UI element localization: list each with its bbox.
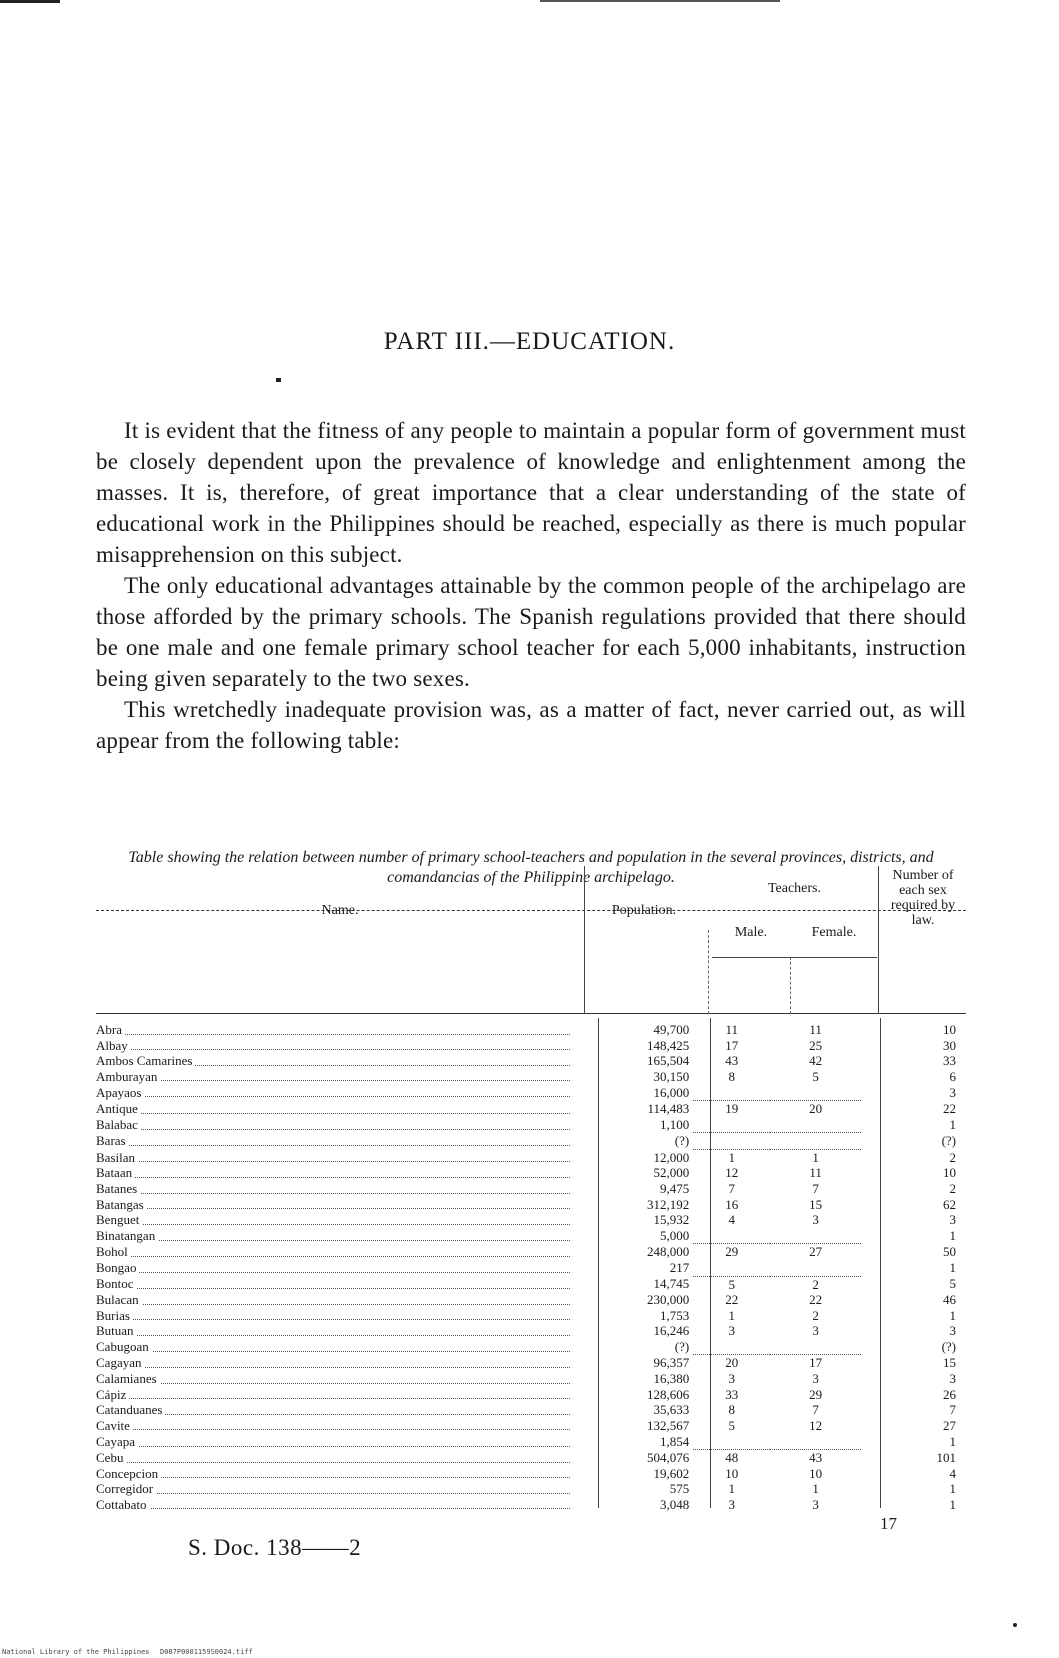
cell-name	[96, 1212, 578, 1228]
table-row	[96, 1069, 966, 1085]
cell-population: 248,000	[646, 1244, 690, 1260]
leader-dots	[96, 1383, 570, 1384]
cell-required: 1	[949, 1496, 956, 1512]
cell-required: 3	[949, 1371, 956, 1387]
cell-name	[96, 1276, 578, 1292]
row-label: Calamianes	[96, 1371, 160, 1386]
cell-female: 7	[812, 1180, 819, 1196]
cell-female	[770, 1228, 861, 1244]
table-row	[96, 1212, 966, 1228]
leader-dots	[96, 1335, 570, 1336]
cell-name	[96, 1260, 578, 1276]
row-label: Bataan	[96, 1165, 135, 1180]
cell-population: 16,000	[653, 1084, 690, 1100]
cell-name	[96, 1244, 578, 1260]
cell-female	[770, 1339, 861, 1355]
table-row	[96, 1038, 966, 1054]
paragraph: It is evident that the fitness of any people to maintain a popular form of government must be closely dependent upon the prevalence of knowledge and enlightenment among the masses. It is, therefore, of great importance that a clear understanding of the state of educational work in the Philippines should be reached, especially as there is much popular misapprehension on this subject.	[96, 418, 966, 567]
table-row	[96, 1418, 966, 1434]
row-label: Abra	[96, 1022, 125, 1037]
cell-required: 101	[936, 1449, 956, 1465]
table-row	[96, 1323, 966, 1339]
cell-population: 96,357	[653, 1355, 690, 1371]
leader-dots	[96, 1508, 570, 1509]
cell-population: (?)	[674, 1339, 690, 1355]
table-header-rule	[96, 1013, 966, 1014]
cell-population: 217	[669, 1260, 690, 1276]
cell-female: 27	[809, 1244, 823, 1260]
cell-male: 8	[728, 1068, 735, 1084]
cell-female: 10	[809, 1465, 823, 1481]
leader-dots	[96, 1049, 570, 1050]
cell-population: 132,567	[646, 1417, 690, 1433]
header-teachers: Teachers.	[767, 881, 822, 896]
cell-female: 2	[812, 1307, 819, 1323]
table-row	[96, 1133, 966, 1150]
cell-population: 504,076	[646, 1449, 690, 1465]
paragraph: The only educational advantages attainable by the common people of the archipelago are those afforded by the primary schools. The Spanish regulations provided that there should be one male and one female primary school teacher for each 5,000 inhabitants, instruction being given separately to the two sexes.	[96, 573, 966, 691]
cell-male: 12	[725, 1165, 739, 1181]
cell-population: 52,000	[653, 1165, 690, 1181]
cell-male: 3	[728, 1371, 735, 1387]
cell-name	[96, 1117, 578, 1133]
cell-female: 3	[812, 1323, 819, 1339]
cell-required: 10	[943, 1165, 956, 1181]
cell-required: 27	[943, 1417, 956, 1433]
table-row	[96, 1433, 966, 1449]
cell-population: 165,504	[646, 1053, 690, 1069]
paragraph: This wretchedly inadequate provision was, as a matter of fact, never carried out, as will appear from the following table:	[96, 697, 966, 753]
cell-required: 46	[943, 1292, 956, 1308]
row-label: Bongao	[96, 1260, 139, 1275]
cell-required: 33	[943, 1053, 956, 1069]
cell-name	[96, 1084, 578, 1100]
cell-required: 22	[943, 1100, 956, 1116]
cell-required: 1	[949, 1227, 956, 1243]
row-label: Benguet	[96, 1212, 142, 1227]
leader-dots	[96, 1256, 570, 1257]
cell-required: 6	[949, 1068, 956, 1084]
cell-population: 16,380	[653, 1371, 690, 1387]
leader-dots	[96, 1240, 570, 1241]
row-label: Cottabato	[96, 1497, 150, 1512]
cell-female: 3	[812, 1496, 819, 1512]
cell-population: 49,700	[653, 1022, 690, 1037]
page-number: 17	[880, 1514, 897, 1533]
cell-female: 1	[812, 1149, 819, 1165]
leader-dots	[96, 1208, 570, 1209]
cell-female: 22	[809, 1292, 823, 1308]
row-label: Cabugoan	[96, 1339, 152, 1354]
leader-dots	[96, 1446, 570, 1447]
cell-name	[96, 1387, 578, 1403]
leader-dots	[96, 1493, 570, 1494]
cell-name	[96, 1402, 578, 1418]
leader-dots	[96, 1080, 570, 1081]
cell-name	[96, 1197, 578, 1213]
cell-name	[96, 1418, 578, 1434]
cell-name	[96, 1323, 578, 1339]
row-label: Corregidor	[96, 1481, 156, 1496]
cell-female: 11	[809, 1165, 822, 1181]
cell-population: 3,048	[659, 1496, 690, 1512]
cell-population: 15,932	[653, 1212, 690, 1228]
leader-dots	[96, 1272, 570, 1273]
row-label: Cápiz	[96, 1387, 129, 1402]
cell-male: 33	[725, 1386, 739, 1402]
table-row	[96, 1466, 966, 1482]
cell-male: 17	[725, 1037, 739, 1053]
cell-female: 29	[809, 1386, 823, 1402]
cell-required: 10	[943, 1022, 956, 1037]
cell-name	[96, 1292, 578, 1308]
row-label: Cagayan	[96, 1355, 144, 1370]
row-label: Cavite	[96, 1418, 133, 1433]
row-label: Binatangan	[96, 1228, 158, 1243]
column-divider	[790, 957, 791, 1014]
cell-male: 5	[728, 1417, 735, 1433]
cell-name	[96, 1181, 578, 1197]
row-label: Bohol	[96, 1244, 131, 1259]
cell-required: 5	[949, 1276, 956, 1292]
cell-male: 22	[725, 1292, 739, 1308]
cell-population: 230,000	[646, 1292, 690, 1308]
scan-file: D087P0001159S0024.tiff	[160, 1648, 253, 1656]
cell-population: 5,000	[659, 1227, 690, 1243]
cell-male: 3	[728, 1496, 735, 1512]
cell-female	[770, 1117, 861, 1133]
cell-female: 43	[809, 1450, 823, 1466]
table-row	[96, 1276, 966, 1292]
cell-population: 1,753	[659, 1307, 690, 1323]
cell-population: 12,000	[653, 1149, 690, 1165]
cell-required: (?)	[941, 1133, 956, 1149]
cell-female: 3	[812, 1371, 819, 1387]
cell-male: 1	[728, 1481, 735, 1497]
cell-required: 3	[949, 1212, 956, 1228]
table-row	[96, 1481, 966, 1497]
cell-population: (?)	[674, 1133, 690, 1149]
cell-male: 19	[725, 1100, 739, 1116]
cell-male: 3	[728, 1323, 735, 1339]
cell-name	[96, 1355, 578, 1371]
table-row	[96, 1402, 966, 1418]
table-row	[96, 1308, 966, 1324]
row-label: Batangas	[96, 1197, 147, 1212]
row-label: Batanes	[96, 1181, 140, 1196]
cell-name	[96, 1450, 578, 1466]
row-label: Basilan	[96, 1150, 138, 1165]
leader-dots	[96, 1224, 570, 1225]
cell-population: 312,192	[646, 1196, 690, 1212]
cell-female: 3	[812, 1212, 819, 1228]
cell-female: 42	[809, 1053, 823, 1069]
table-row	[96, 1244, 966, 1260]
row-label: Balabac	[96, 1117, 141, 1132]
cell-female: 12	[809, 1417, 823, 1433]
leader-dots	[96, 1351, 570, 1352]
cell-required: 7	[949, 1402, 956, 1418]
cell-name	[96, 1228, 578, 1244]
cell-population: 1,854	[659, 1433, 690, 1449]
leader-dots	[96, 1462, 570, 1463]
header-population: Population.	[611, 903, 677, 918]
cell-required: 1	[949, 1481, 956, 1497]
leader-dots	[96, 1429, 570, 1430]
cell-male	[693, 1339, 770, 1355]
table-row	[96, 1117, 966, 1133]
row-label: Catanduanes	[96, 1402, 165, 1417]
cell-male: 8	[728, 1402, 735, 1418]
body-text	[96, 415, 966, 756]
cell-required: 50	[943, 1244, 956, 1260]
row-label: Albay	[96, 1038, 131, 1053]
table-row	[96, 1100, 966, 1116]
scan-stamp: National Library of the Philippines	[2, 1648, 150, 1656]
cell-name	[96, 1100, 578, 1116]
cell-name	[96, 1466, 578, 1482]
table-row	[96, 1339, 966, 1355]
cell-female	[770, 1260, 861, 1276]
cell-required: (?)	[941, 1339, 956, 1355]
cell-female: 1	[812, 1481, 819, 1497]
cell-female: 25	[809, 1037, 823, 1053]
leader-dots	[96, 1096, 570, 1097]
leader-dots	[96, 1319, 570, 1320]
cell-required: 30	[943, 1037, 956, 1053]
cell-required: 4	[949, 1465, 956, 1481]
cell-name	[96, 1069, 578, 1085]
cell-name	[96, 1308, 578, 1324]
leader-dots	[96, 1288, 570, 1289]
table-row	[96, 1228, 966, 1244]
row-label: Burias	[96, 1308, 133, 1323]
cell-name	[96, 1433, 578, 1449]
row-label: Cayapa	[96, 1434, 138, 1449]
leader-dots	[96, 1367, 570, 1368]
cell-name	[96, 1053, 578, 1069]
cell-female: 15	[809, 1196, 823, 1212]
cell-population: 114,483	[647, 1100, 690, 1116]
table-row	[96, 1165, 966, 1181]
row-label: Bulacan	[96, 1292, 142, 1307]
cell-required: 3	[949, 1323, 956, 1339]
cell-female	[770, 1084, 861, 1100]
cell-male	[693, 1433, 770, 1449]
row-label: Bontoc	[96, 1276, 137, 1291]
cell-female: 2	[812, 1276, 819, 1292]
cell-population: 19,602	[653, 1465, 690, 1481]
table-row	[96, 1197, 966, 1213]
cell-female: 5	[812, 1068, 819, 1084]
leader-dots	[96, 1034, 570, 1035]
table-row	[96, 1149, 966, 1165]
cell-male	[693, 1260, 770, 1276]
cell-female: 7	[812, 1402, 819, 1418]
cell-male: 5	[728, 1276, 735, 1292]
table-row	[96, 1371, 966, 1387]
table-row	[96, 1387, 966, 1403]
row-label: Amburayan	[96, 1069, 160, 1084]
cell-population: 1,100	[659, 1116, 690, 1132]
cell-male	[693, 1133, 770, 1150]
cell-female: 17	[809, 1355, 823, 1371]
cell-required: 62	[943, 1196, 956, 1212]
cell-name	[96, 1149, 578, 1165]
page-title: PART III.—EDUCATION.	[383, 328, 676, 355]
table-row	[96, 1084, 966, 1100]
cell-required: 1	[949, 1116, 956, 1132]
cell-population: 30,150	[653, 1068, 690, 1084]
cell-female: 20	[809, 1100, 823, 1116]
cell-male: 20	[725, 1355, 739, 1371]
scan-edge-mark	[0, 0, 60, 3]
document-footer: S. Doc. 138——2	[188, 1535, 362, 1560]
ink-speck	[276, 378, 281, 382]
header-required: Number of each sex required by law.	[890, 868, 956, 928]
header-male: Male.	[734, 925, 768, 940]
cell-name	[96, 1038, 578, 1054]
cell-male: 48	[725, 1450, 739, 1466]
cell-required: 1	[949, 1433, 956, 1449]
cell-female	[770, 1433, 861, 1449]
header-female: Female.	[811, 925, 857, 940]
row-label: Baras	[96, 1133, 129, 1148]
cell-population: 14,745	[653, 1276, 690, 1292]
table-row	[96, 1355, 966, 1371]
cell-population: 9,475	[659, 1180, 690, 1196]
cell-required: 1	[949, 1307, 956, 1323]
table-row	[96, 1450, 966, 1466]
cell-population: 128,606	[646, 1386, 690, 1402]
leader-dots	[96, 1145, 570, 1146]
leader-dots	[96, 1414, 570, 1415]
cell-male	[693, 1084, 770, 1100]
cell-male: 4	[728, 1212, 735, 1228]
cell-population: 35,633	[653, 1402, 690, 1418]
cell-name	[96, 1497, 578, 1513]
cell-population: 148,425	[646, 1037, 690, 1053]
cell-required: 1	[949, 1260, 956, 1276]
cell-male: 16	[725, 1196, 739, 1212]
table-row	[96, 1292, 966, 1308]
cell-required: 2	[949, 1180, 956, 1196]
cell-required: 26	[943, 1386, 956, 1402]
ink-speck	[1013, 1623, 1017, 1627]
cell-male: 10	[725, 1465, 739, 1481]
table-row	[96, 1260, 966, 1276]
leader-dots	[96, 1193, 570, 1194]
row-label: Ambos Camarines	[96, 1053, 195, 1068]
cell-male: 1	[728, 1149, 735, 1165]
cell-male	[693, 1228, 770, 1244]
row-label: Apayaos	[96, 1085, 145, 1100]
table-row	[96, 1022, 966, 1038]
leader-dots	[96, 1398, 570, 1399]
cell-male	[693, 1117, 770, 1133]
cell-required: 3	[949, 1084, 956, 1100]
row-label: Antique	[96, 1101, 141, 1116]
leader-dots	[96, 1161, 570, 1162]
column-divider	[584, 866, 585, 1014]
teachers-table	[96, 1022, 966, 1512]
row-label: Butuan	[96, 1323, 137, 1338]
cell-name	[96, 1481, 578, 1497]
table-caption: Table showing the relation between number of primary school-teachers and population in the several provinces, districts, and comandancias of the Philippine archipelago.	[128, 849, 934, 886]
cell-name	[96, 1165, 578, 1181]
column-divider	[878, 866, 879, 1014]
cell-name	[96, 1339, 578, 1355]
table-row	[96, 1053, 966, 1069]
cell-female: 11	[809, 1022, 822, 1037]
cell-required: 2	[949, 1149, 956, 1165]
cell-required: 15	[943, 1355, 956, 1371]
column-divider	[708, 930, 709, 1014]
row-label: Cebu	[96, 1450, 126, 1465]
row-label: Concepcion	[96, 1466, 161, 1481]
leader-dots	[96, 1177, 570, 1178]
cell-female	[770, 1133, 861, 1150]
cell-male: 1	[728, 1307, 735, 1323]
cell-male: 29	[725, 1244, 739, 1260]
leader-dots	[96, 1129, 570, 1130]
scan-edge-mark	[540, 0, 780, 2]
cell-male: 7	[728, 1180, 735, 1196]
table-row	[96, 1181, 966, 1197]
leader-dots	[96, 1477, 570, 1478]
header-name: Name.	[321, 903, 359, 918]
cell-name	[96, 1133, 578, 1150]
cell-population: 575	[669, 1481, 690, 1497]
cell-male: 11	[725, 1022, 739, 1037]
table-row	[96, 1497, 966, 1513]
cell-name	[96, 1022, 578, 1038]
leader-dots	[96, 1113, 570, 1114]
cell-population: 16,246	[653, 1323, 690, 1339]
teachers-subheader-rule	[712, 957, 877, 958]
leader-dots	[96, 1304, 570, 1305]
cell-male: 43	[725, 1053, 739, 1069]
cell-name	[96, 1371, 578, 1387]
